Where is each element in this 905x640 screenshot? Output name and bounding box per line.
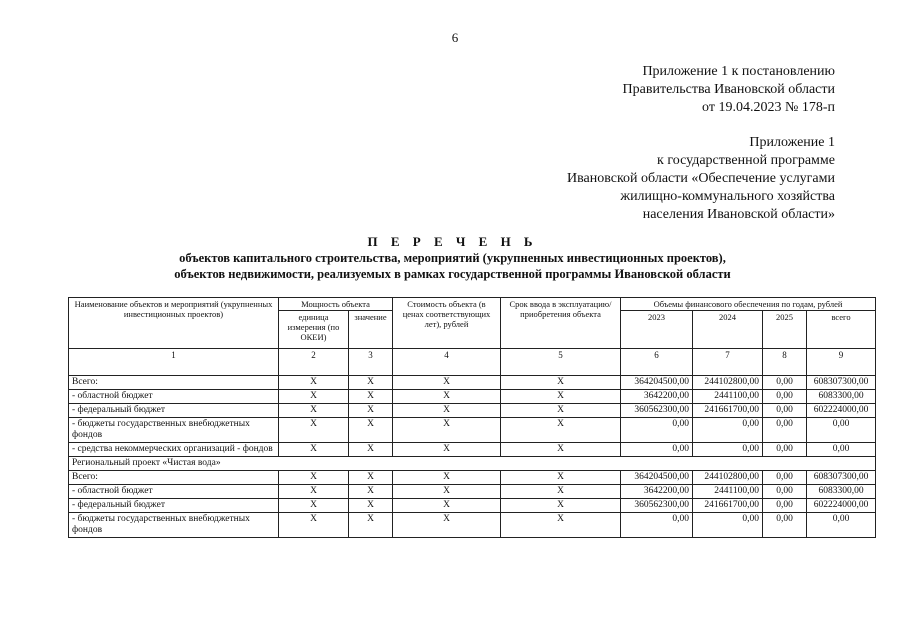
row-value: Х: [349, 471, 393, 485]
row-term: Х: [501, 418, 621, 443]
row-total: 602224000,00: [807, 404, 876, 418]
row-cost: Х: [393, 390, 501, 404]
row-2025: 0,00: [763, 404, 807, 418]
column-number: 6: [621, 349, 693, 376]
row-term: Х: [501, 376, 621, 390]
row-term: Х: [501, 390, 621, 404]
appendix-program-line: к государственной программе: [657, 153, 835, 168]
row-total: 6083300,00: [807, 485, 876, 499]
row-value: Х: [349, 390, 393, 404]
row-2025: 0,00: [763, 513, 807, 538]
table-row: [69, 485, 876, 499]
column-number-row: [69, 349, 876, 376]
row-cost: Х: [393, 418, 501, 443]
row-term: Х: [501, 443, 621, 457]
row-value: Х: [349, 513, 393, 538]
appendix-program: [567, 134, 835, 224]
header-unit: единица измерения (по ОКЕИ): [279, 311, 349, 349]
appendix-program-line: населения Ивановской области»: [642, 207, 835, 222]
row-unit: Х: [279, 499, 349, 513]
row-unit: Х: [279, 390, 349, 404]
row-cost: Х: [393, 376, 501, 390]
row-term: Х: [501, 485, 621, 499]
row-unit: Х: [279, 485, 349, 499]
row-unit: Х: [279, 376, 349, 390]
row-total: 602224000,00: [807, 499, 876, 513]
row-term: Х: [501, 404, 621, 418]
header-capacity: Мощность объекта: [279, 298, 393, 311]
row-2023: 0,00: [621, 443, 693, 457]
column-number: 9: [807, 349, 876, 376]
row-name: - бюджеты государственных внебюджетных фондов: [69, 513, 279, 538]
row-2025: 0,00: [763, 443, 807, 457]
row-2025: 0,00: [763, 471, 807, 485]
row-term: Х: [501, 499, 621, 513]
row-cost: Х: [393, 485, 501, 499]
row-name: Всего:: [69, 471, 279, 485]
column-number: 2: [279, 349, 349, 376]
row-2024: 0,00: [693, 443, 763, 457]
row-2024: 0,00: [693, 513, 763, 538]
row-name: - федеральный бюджет: [69, 404, 279, 418]
row-unit: Х: [279, 418, 349, 443]
appendix-resolution: [623, 63, 835, 117]
appendix-program-line: Приложение 1: [749, 135, 835, 150]
project-title: Региональный проект «Чистая вода»: [69, 457, 876, 471]
table-row: [69, 443, 876, 457]
row-name: - бюджеты государственных внебюджетных фондов: [69, 418, 279, 443]
row-cost: Х: [393, 499, 501, 513]
row-unit: Х: [279, 443, 349, 457]
table-row: [69, 471, 876, 485]
row-value: Х: [349, 404, 393, 418]
row-name: - областной бюджет: [69, 390, 279, 404]
appendix-program-line: Ивановской области «Обеспечение услугами: [566, 171, 835, 186]
column-number: 3: [349, 349, 393, 376]
row-2024: 244102800,00: [693, 376, 763, 390]
column-number: 8: [763, 349, 807, 376]
row-2023: 3642200,00: [621, 485, 693, 499]
row-2023: 364204500,00: [621, 376, 693, 390]
table-row: [69, 390, 876, 404]
header-funding: Объемы финансового обеспечения по годам, рублей: [621, 298, 876, 311]
header-name: Наименование объектов и мероприятий (укрупненных инвестиционных проектов): [69, 298, 279, 349]
title-main: П Е Р Е Ч Е Н Ь: [367, 234, 538, 249]
header-term: Срок ввода в эксплуатацию/ приобретения объекта: [501, 298, 621, 349]
row-value: Х: [349, 485, 393, 499]
row-total: 6083300,00: [807, 390, 876, 404]
row-2023: 0,00: [621, 418, 693, 443]
row-total: 608307300,00: [807, 376, 876, 390]
row-total: 608307300,00: [807, 471, 876, 485]
row-name: - средства некоммерческих организаций - фондов: [69, 443, 279, 457]
row-2024: 244102800,00: [693, 471, 763, 485]
row-value: Х: [349, 376, 393, 390]
row-2023: 364204500,00: [621, 471, 693, 485]
column-number: 7: [693, 349, 763, 376]
column-number: 5: [501, 349, 621, 376]
row-2024: 2441100,00: [693, 390, 763, 404]
appendix-resolution-line: от 19.04.2023 № 178-п: [702, 100, 835, 115]
project-title-row: [69, 457, 876, 471]
table-row: [69, 513, 876, 538]
row-2025: 0,00: [763, 499, 807, 513]
header-total: всего: [807, 311, 876, 349]
row-total: 0,00: [807, 443, 876, 457]
row-2023: 0,00: [621, 513, 693, 538]
row-2023: 360562300,00: [621, 499, 693, 513]
row-term: Х: [501, 471, 621, 485]
row-value: Х: [349, 418, 393, 443]
row-2025: 0,00: [763, 390, 807, 404]
header-2024: 2024: [693, 311, 763, 349]
table-row: [69, 376, 876, 390]
row-2024: 0,00: [693, 418, 763, 443]
page-number: 6: [451, 30, 459, 45]
appendix-resolution-line: Приложение 1 к постановлению: [642, 64, 835, 79]
row-total: 0,00: [807, 513, 876, 538]
row-2025: 0,00: [763, 418, 807, 443]
row-2024: 2441100,00: [693, 485, 763, 499]
row-unit: Х: [279, 471, 349, 485]
header-value: значение: [349, 311, 393, 349]
row-2025: 0,00: [763, 376, 807, 390]
table-row: [69, 404, 876, 418]
appendix-resolution-line: Правительства Ивановской области: [622, 82, 835, 97]
row-value: Х: [349, 443, 393, 457]
row-value: Х: [349, 499, 393, 513]
row-2024: 241661700,00: [693, 499, 763, 513]
title-line-2: объектов недвижимости, реализуемых в рамках государственной программы Ивановской области: [174, 267, 731, 281]
header-row: [69, 298, 876, 311]
row-unit: Х: [279, 513, 349, 538]
row-cost: Х: [393, 443, 501, 457]
row-cost: Х: [393, 471, 501, 485]
column-number: 4: [393, 349, 501, 376]
row-2024: 241661700,00: [693, 404, 763, 418]
column-number: 1: [69, 349, 279, 376]
header-cost: Стоимость объекта (в ценах соответствующих лет), рублей: [393, 298, 501, 349]
row-2023: 3642200,00: [621, 390, 693, 404]
header-2023: 2023: [621, 311, 693, 349]
row-name: - областной бюджет: [69, 485, 279, 499]
row-term: Х: [501, 513, 621, 538]
row-cost: Х: [393, 404, 501, 418]
row-2025: 0,00: [763, 485, 807, 499]
row-unit: Х: [279, 404, 349, 418]
table-row: [69, 418, 876, 443]
table-row: [69, 499, 876, 513]
header-2025: 2025: [763, 311, 807, 349]
title-line-1: объектов капитального строительства, мероприятий (укрупненных инвестиционных проектов),: [179, 251, 726, 265]
appendix-program-line: жилищно-коммунального хозяйства: [620, 189, 835, 204]
document-title: [0, 234, 905, 282]
row-2023: 360562300,00: [621, 404, 693, 418]
objects-table: [68, 297, 876, 538]
row-name: - федеральный бюджет: [69, 499, 279, 513]
row-name: Всего:: [69, 376, 279, 390]
row-cost: Х: [393, 513, 501, 538]
row-total: 0,00: [807, 418, 876, 443]
